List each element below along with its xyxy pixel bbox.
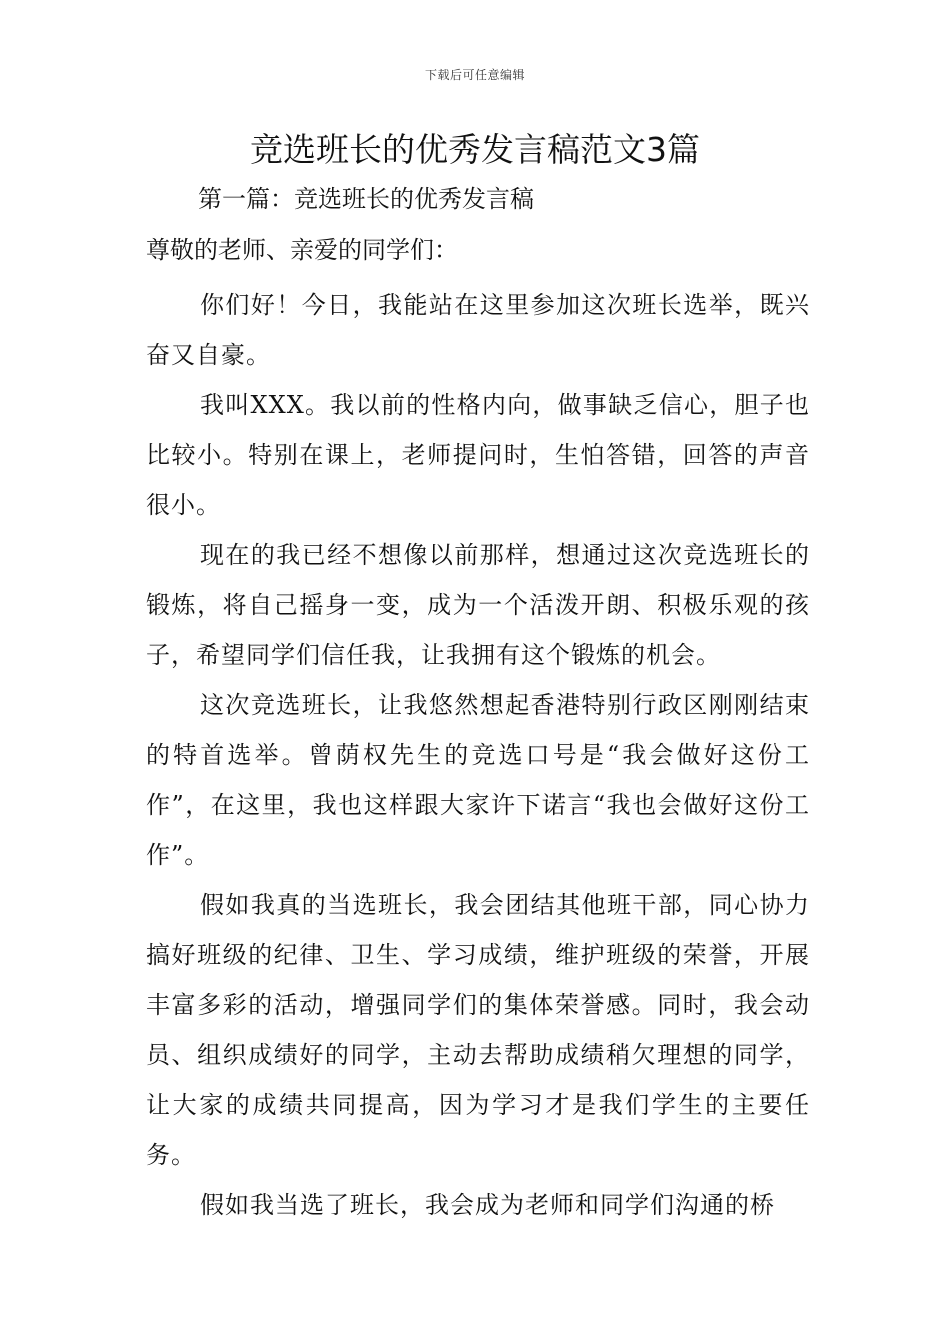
body-text [146, 280, 810, 1230]
salutation: 尊敬的老师、亲爱的同学们： [146, 236, 458, 264]
paragraph: 这次竞选班长，让我悠然想起香港特别行政区刚刚结束的特首选举。曾荫权先生的竞选口号是“我会做好这份工作”，在这里，我也这样跟大家许下诺言“我也会做好这份工作”。 [146, 691, 810, 869]
paragraph: 假如我当选了班长，我会成为老师和同学们沟通的桥 [200, 1191, 775, 1219]
header-note: 下载后可任意编辑 [424, 68, 525, 82]
paragraph: 现在的我已经不想像以前那样，想通过这次竞选班长的锻炼，将自己摇身一变，成为一个活泼开朗、积极乐观的孩子，希望同学们信任我，让我拥有这个锻炼的机会。 [146, 541, 810, 669]
paragraph: 你们好！今日，我能站在这里参加这次班长选举，既兴奋又自豪。 [146, 291, 810, 369]
section-heading: 第一篇：竞选班长的优秀发言稿 [198, 185, 534, 213]
document-title: 竞选班长的优秀发言稿范文3篇 [250, 130, 700, 169]
paragraph: 我叫XXX。我以前的性格内向，做事缺乏信心，胆子也比较小。特别在课上，老师提问时，生怕答错，回答的声音很小。 [146, 391, 810, 519]
paragraph: 假如我真的当选班长，我会团结其他班干部，同心协力搞好班级的纪律、卫生、学习成绩，维护班级的荣誉，开展丰富多彩的活动，增强同学们的集体荣誉感。同时，我会动员、组织成绩好的同学，主动去帮助成绩稍欠理想的同学，让大家的成绩共同提高，因为学习才是我们学生的主要任务。 [146, 891, 810, 1169]
